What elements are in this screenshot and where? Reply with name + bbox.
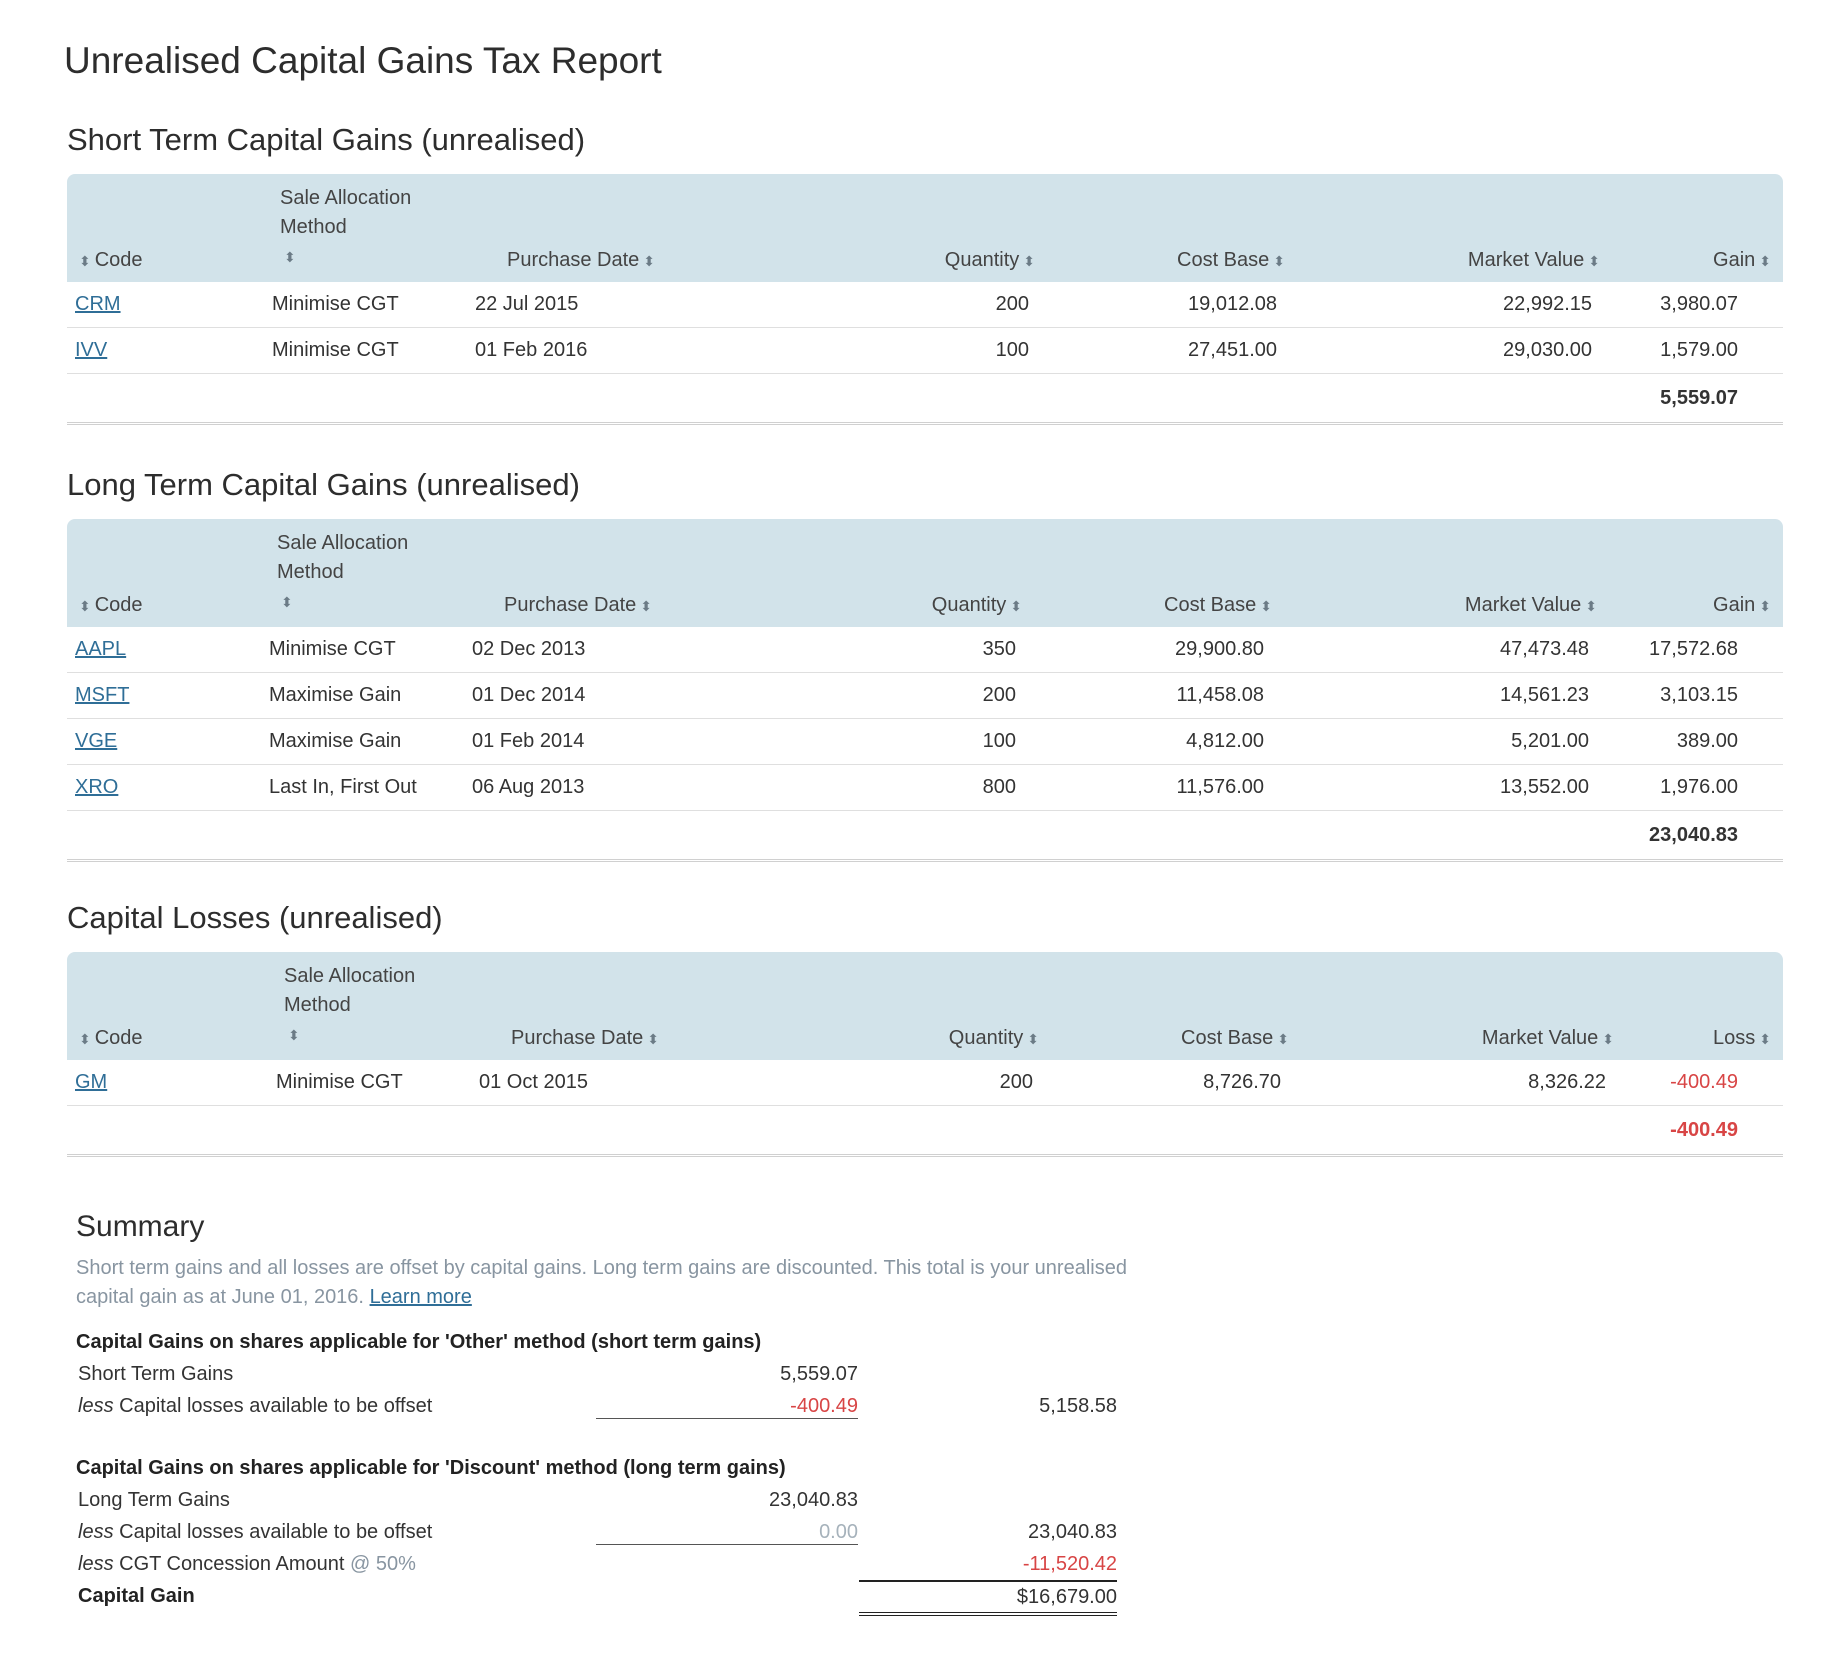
discount-losses-row <box>76 1516 1176 1548</box>
col-quantity-header[interactable]: Quantity ⬍ <box>948 1027 1039 1049</box>
sort-icon: ⬍ <box>1273 253 1285 269</box>
sort-icon: ⬍ <box>1010 598 1022 614</box>
long-term-title: Long Term Capital Gains (unrealised) <box>67 467 580 502</box>
sort-icon: ⬍ <box>1023 253 1035 269</box>
sort-icon: ⬍ <box>79 1031 91 1047</box>
learn-more-link[interactable]: Learn more <box>369 1286 472 1308</box>
date-cell: 06 Aug 2013 <box>464 765 854 811</box>
col-gain-header[interactable]: Gain ⬍ <box>1713 249 1771 271</box>
sort-icon: ⬍ <box>281 594 293 610</box>
col-loss-header[interactable]: Loss ⬍ <box>1713 1027 1771 1049</box>
gain-cell: 3,980.07 <box>1612 282 1783 328</box>
method-cell: Minimise CGT <box>269 627 464 673</box>
table-header-row <box>67 519 1783 627</box>
quantity-cell: 350 <box>854 627 1034 673</box>
summary-title: Summary <box>76 1210 205 1243</box>
code-link[interactable]: CRM <box>75 293 121 315</box>
cost-cell: 11,458.08 <box>1034 673 1284 719</box>
table-row <box>67 1060 1783 1106</box>
losses-table <box>67 952 1783 1157</box>
sort-icon: ⬍ <box>1277 1031 1289 1047</box>
col-gain-header[interactable]: Gain ⬍ <box>1713 594 1771 616</box>
col-method-header[interactable]: Sale Allocation Method ⬍ <box>277 532 409 610</box>
cost-cell: 27,451.00 <box>1047 328 1297 374</box>
gain-cell: 17,572.68 <box>1609 627 1783 673</box>
other-subtotal: 5,158.58 <box>1039 1395 1117 1417</box>
short-term-gains-value: 5,559.07 <box>780 1363 858 1385</box>
code-link[interactable]: GM <box>75 1071 108 1093</box>
sort-icon: ⬍ <box>1027 1031 1039 1047</box>
col-date-header[interactable]: Purchase Date ⬍ <box>504 594 653 616</box>
quantity-cell: 200 <box>854 673 1034 719</box>
other-losses-value: -400.49 <box>596 1390 858 1419</box>
sort-icon: ⬍ <box>1759 598 1771 614</box>
cost-cell: 11,576.00 <box>1034 765 1284 811</box>
sort-icon: ⬍ <box>79 253 91 269</box>
code-link[interactable]: XRO <box>75 776 119 798</box>
discount-losses-label: Capital losses available to be offset <box>119 1521 433 1543</box>
market-cell: 5,201.00 <box>1284 719 1609 765</box>
method-cell: Minimise CGT <box>272 328 467 374</box>
other-method-block <box>76 1326 1176 1422</box>
col-market-header[interactable]: Market Value ⬍ <box>1467 249 1600 271</box>
date-cell: 01 Feb 2014 <box>464 719 854 765</box>
col-method-header[interactable]: Sale Allocation Method ⬍ <box>284 965 416 1043</box>
col-quantity-header[interactable]: Quantity ⬍ <box>944 249 1035 271</box>
col-market-header[interactable]: Market Value ⬍ <box>1481 1027 1614 1049</box>
less-label: less <box>78 1553 114 1575</box>
col-market-header[interactable]: Market Value ⬍ <box>1464 594 1597 616</box>
total-row <box>67 811 1783 861</box>
date-cell: 01 Dec 2014 <box>464 673 854 719</box>
losses-total: -400.49 <box>67 1106 1783 1156</box>
total-row <box>67 374 1783 424</box>
concession-value: -11,520.42 <box>1022 1553 1117 1575</box>
gain-cell: 1,976.00 <box>1609 765 1783 811</box>
table-row <box>67 627 1783 673</box>
sort-icon: ⬍ <box>1260 598 1272 614</box>
short-term-table <box>67 174 1783 425</box>
quantity-cell: 100 <box>854 719 1034 765</box>
code-link[interactable]: VGE <box>75 730 118 752</box>
market-cell: 29,030.00 <box>1297 328 1612 374</box>
sort-icon: ⬍ <box>1585 598 1597 614</box>
sort-icon: ⬍ <box>79 598 91 614</box>
code-link[interactable]: AAPL <box>75 638 127 660</box>
col-cost-header[interactable]: Cost Base ⬍ <box>1164 594 1272 616</box>
cost-cell: 4,812.00 <box>1034 719 1284 765</box>
sort-icon: ⬍ <box>1759 253 1771 269</box>
losses-section <box>67 896 1783 1157</box>
other-losses-row <box>76 1390 1176 1422</box>
date-cell: 22 Jul 2015 <box>467 282 867 328</box>
other-losses-label: Capital losses available to be offset <box>119 1395 433 1417</box>
long-term-gains-label: Long Term Gains <box>78 1489 230 1511</box>
table-row <box>67 282 1783 328</box>
quantity-cell: 200 <box>871 1060 1051 1106</box>
col-code-header[interactable]: ⬍ Code <box>79 1027 143 1049</box>
method-cell: Last In, First Out <box>269 765 464 811</box>
summary-description: Short term gains and all losses are offset by capital gains. Long term gains are discounted. This total is your unrealised capital gain as at June 01, 2016. Learn more <box>76 1257 1127 1308</box>
concession-rate: @ 50% <box>350 1553 416 1575</box>
capital-gain-value: $16,679.00 <box>859 1580 1117 1616</box>
table-row <box>67 719 1783 765</box>
long-term-gains-value: 23,040.83 <box>769 1489 858 1511</box>
less-label: less <box>78 1521 114 1543</box>
sort-icon: ⬍ <box>640 598 653 614</box>
concession-label: CGT Concession Amount <box>119 1553 345 1575</box>
col-date-header[interactable]: Purchase Date ⬍ <box>511 1027 660 1049</box>
concession-row <box>76 1548 1176 1580</box>
short-term-gains-label: Short Term Gains <box>78 1363 234 1385</box>
table-row <box>67 765 1783 811</box>
table-header-row <box>67 174 1783 282</box>
capital-gain-label: Capital Gain <box>78 1585 195 1607</box>
discount-method-block <box>76 1452 1176 1612</box>
method-cell: Maximise Gain <box>269 719 464 765</box>
sort-icon: ⬍ <box>1602 1031 1614 1047</box>
discount-method-heading: Capital Gains on shares applicable for 'Discount' method (long term gains) <box>76 1457 786 1479</box>
col-date-header[interactable]: Purchase Date ⬍ <box>507 249 656 271</box>
date-cell: 01 Oct 2015 <box>471 1060 871 1106</box>
losses-title: Capital Losses (unrealised) <box>67 900 443 935</box>
sort-icon: ⬍ <box>643 253 656 269</box>
short-term-title: Short Term Capital Gains (unrealised) <box>67 122 586 157</box>
market-cell: 22,992.15 <box>1297 282 1612 328</box>
col-method-header[interactable]: Sale Allocation Method ⬍ <box>280 187 412 265</box>
summary-section <box>76 1210 1176 1612</box>
col-quantity-header[interactable]: Quantity ⬍ <box>931 594 1022 616</box>
long-term-gains-row <box>76 1484 1176 1516</box>
table-row <box>67 673 1783 719</box>
other-method-heading: Capital Gains on shares applicable for 'Other' method (short term gains) <box>76 1331 762 1353</box>
market-cell: 47,473.48 <box>1284 627 1609 673</box>
short-term-gains-row <box>76 1358 1176 1390</box>
cost-cell: 29,900.80 <box>1034 627 1284 673</box>
total-row <box>67 1106 1783 1156</box>
gain-cell: 389.00 <box>1609 719 1783 765</box>
quantity-cell: 800 <box>854 765 1034 811</box>
capital-gain-row <box>76 1580 1176 1612</box>
sort-icon: ⬍ <box>647 1031 660 1047</box>
cost-cell: 8,726.70 <box>1051 1060 1301 1106</box>
col-cost-header[interactable]: Cost Base ⬍ <box>1181 1027 1289 1049</box>
short-term-section <box>67 118 1783 425</box>
col-code-header[interactable]: ⬍ Code <box>79 249 143 271</box>
market-cell: 13,552.00 <box>1284 765 1609 811</box>
sort-icon: ⬍ <box>284 249 296 265</box>
col-code-header[interactable]: ⬍ Code <box>79 594 143 616</box>
cost-cell: 19,012.08 <box>1047 282 1297 328</box>
quantity-cell: 100 <box>867 328 1047 374</box>
market-cell: 14,561.23 <box>1284 673 1609 719</box>
method-cell: Maximise Gain <box>269 673 464 719</box>
market-cell: 8,326.22 <box>1301 1060 1626 1106</box>
method-cell: Minimise CGT <box>276 1060 471 1106</box>
date-cell: 02 Dec 2013 <box>464 627 854 673</box>
sort-icon: ⬍ <box>1588 253 1600 269</box>
method-cell: Minimise CGT <box>272 282 467 328</box>
sort-icon: ⬍ <box>288 1027 300 1043</box>
table-header-row <box>67 952 1783 1060</box>
code-link[interactable]: MSFT <box>75 684 130 706</box>
discount-losses-value: 0.00 <box>596 1516 858 1545</box>
gain-cell: 1,579.00 <box>1612 328 1783 374</box>
discount-subtotal: 23,040.83 <box>1028 1521 1117 1543</box>
less-label: less <box>78 1395 114 1417</box>
page-title: Unrealised Capital Gains Tax Report <box>64 40 662 81</box>
quantity-cell: 200 <box>867 282 1047 328</box>
date-cell: 01 Feb 2016 <box>467 328 867 374</box>
long-term-section <box>67 463 1783 862</box>
long-term-total: 23,040.83 <box>67 811 1783 861</box>
loss-cell: -400.49 <box>1626 1060 1783 1106</box>
gain-cell: 3,103.15 <box>1609 673 1783 719</box>
long-term-table <box>67 519 1783 862</box>
code-link[interactable]: IVV <box>75 339 108 361</box>
sort-icon: ⬍ <box>1759 1031 1771 1047</box>
short-term-total: 5,559.07 <box>67 374 1783 424</box>
table-row <box>67 328 1783 374</box>
col-cost-header[interactable]: Cost Base ⬍ <box>1177 249 1285 271</box>
